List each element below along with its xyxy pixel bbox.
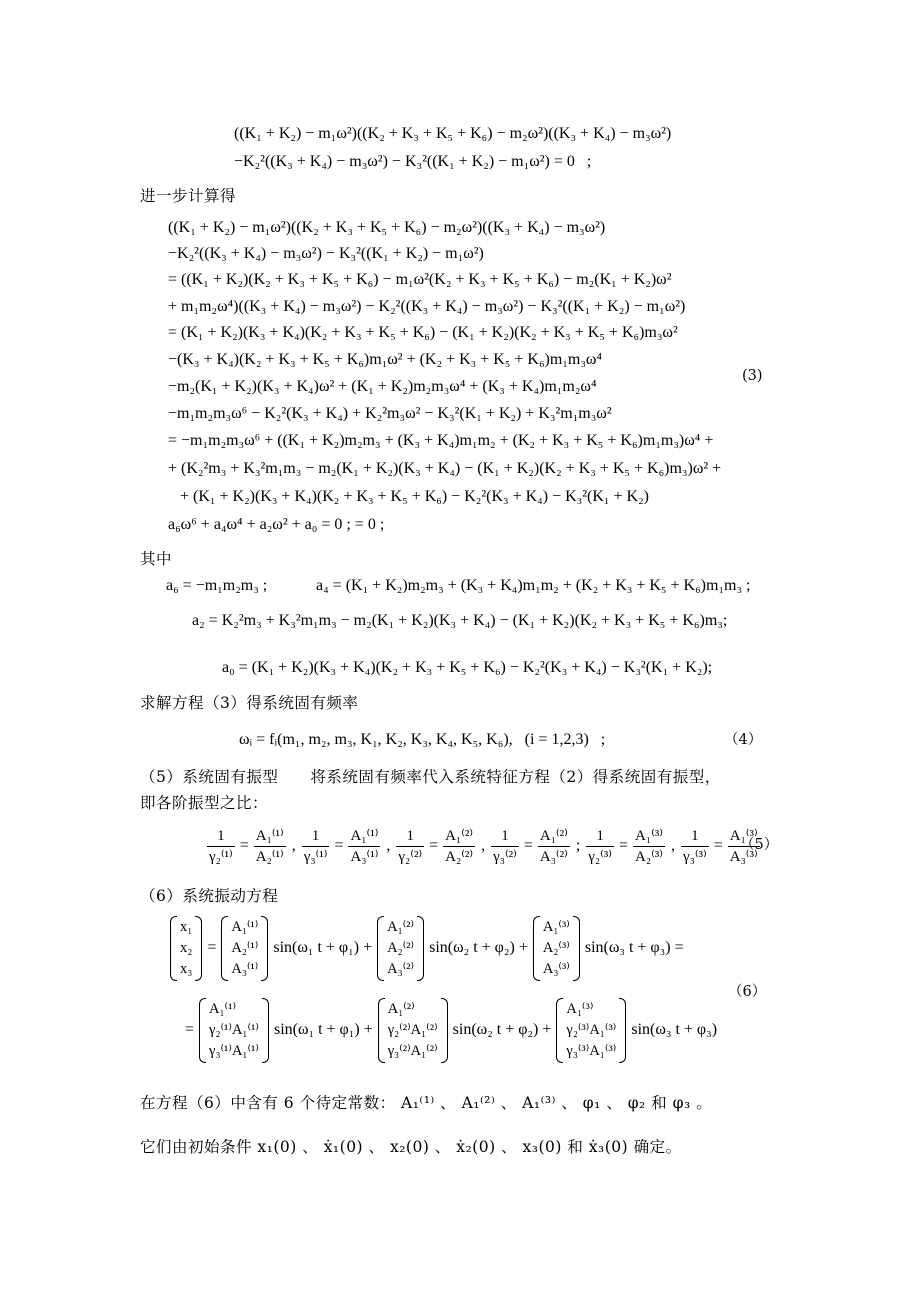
equals-sign: = [207, 939, 217, 956]
eq3-line: −K₂²((K₃ + K₄) − m₃ω²) − K₃²((K₁ + K₂) − m₁ω²) [168, 245, 484, 262]
vector-entries [230, 916, 259, 981]
text-constants: 在方程（6）中含有 6 个待定常数： A₁⁽¹⁾ 、 A₁⁽²⁾ 、 A₁⁽³⁾ 、 φ₁ 、 φ₂ 和 φ₃ 。 [140, 1094, 713, 1112]
eq3-line: −m₂(K₁ + K₂)(K₃ + K₄)ω² + (K₁ + K₂)m₂m₃ω⁴ + (K₃ + K₄)m₁m₂ω⁴ [168, 378, 597, 395]
vector-entries [542, 916, 571, 981]
fraction [586, 826, 614, 867]
fraction [443, 826, 475, 867]
coefficient-a2: a₂ = K₂²m₃ + K₃²m₁m₃ − m₂(K₁ + K₂)(K₃ + K₄) − (K₁ + K₂)(K₂ + K₃ + K₅ + K₆)m₃; [192, 612, 728, 629]
eq3-line: = −m₁m₂m₃ω⁶ + ((K₁ + K₂)m₂m₃ + (K₃ + K₄)m₁m₂ + (K₂ + K₃ + K₅ + K₆)m₁m₃)ω⁴ + [168, 432, 714, 449]
vector-entry: A₁⁽³⁾ [542, 918, 570, 935]
fraction [681, 826, 709, 867]
vector-entries [387, 998, 439, 1063]
vector-entry: x₁ [180, 918, 193, 935]
equals-sign: = [429, 837, 439, 854]
fraction-denominator: A₃⁽²⁾ [539, 848, 568, 865]
fraction-denominator: γ₂⁽²⁾ [398, 848, 423, 865]
text-further-calculation: 进一步计算得 [140, 187, 237, 205]
sine-term: sin(ω₁ t + φ₁) + [273, 1021, 373, 1038]
separator: ; [575, 837, 581, 854]
fraction-numerator: A₁⁽¹⁾ [350, 827, 379, 844]
equation-number-6: （6） [728, 984, 767, 1000]
right-brace [262, 998, 269, 1063]
vector-entry: γ₂⁽²⁾A₁⁽²⁾ [387, 1021, 438, 1038]
sine-term: sin(ω₂ t + φ₂) + [429, 939, 528, 956]
fraction [396, 826, 424, 867]
eq3-line: a₆ω⁶ + a₄ω⁴ + a₂ω² + a₀ = 0 ; = 0 ; [168, 516, 385, 533]
fraction-denominator: γ₂⁽¹⁾ [209, 848, 233, 865]
amplitude-vector [533, 916, 580, 981]
left-brace [378, 998, 385, 1063]
separator: , [670, 837, 675, 854]
fraction-numerator: A₁⁽³⁾ [729, 827, 758, 844]
vector-entry: A₁⁽³⁾ [566, 1000, 594, 1017]
separator: , [291, 837, 296, 854]
eq3-line: = ((K₁ + K₂)(K₂ + K₃ + K₅ + K₆) − m₁ω²(K₂ + K₃ + K₅ + K₆) − m₂(K₁ + K₂)ω² [168, 271, 672, 288]
text-solve: 求解方程（3）得系统固有频率 [140, 694, 359, 712]
fraction-denominator: γ₃⁽³⁾ [682, 848, 707, 865]
fraction-numerator: 1 [501, 827, 509, 844]
left-brace [221, 916, 228, 981]
fraction [633, 826, 665, 867]
left-brace [533, 916, 540, 981]
left-brace [556, 998, 563, 1063]
vector-entry: A₁⁽¹⁾ [231, 918, 259, 935]
vector-entry: γ₂⁽¹⁾A₁⁽¹⁾ [209, 1021, 259, 1038]
fraction [302, 826, 330, 867]
sine-term: sin(ω₃ t + φ₃) = [584, 939, 684, 956]
vector-entry: A₁⁽²⁾ [387, 1000, 415, 1017]
fraction-denominator: γ₃⁽¹⁾ [303, 848, 328, 865]
right-brace [573, 916, 580, 981]
eq3-line: −(K₃ + K₄)(K₂ + K₃ + K₅ + K₆)m₁ω² + (K₂ + K₃ + K₅ + K₆)m₁m₃ω⁴ [168, 351, 603, 368]
vector-entry: A₂⁽¹⁾ [231, 939, 259, 956]
vector-entry: A₂⁽³⁾ [542, 939, 570, 956]
eq3-line: = (K₁ + K₂)(K₃ + K₄)(K₂ + K₃ + K₅ + K₆) − (K₁ + K₂)(K₂ + K₃ + K₅ + K₆)m₃ω² [168, 324, 678, 341]
mode-shape-vector [378, 998, 448, 1063]
vector-entry: γ₃⁽³⁾A₁⁽³⁾ [566, 1042, 617, 1059]
equation-5 [204, 820, 763, 872]
vector-entry: γ₃⁽¹⁾A₁⁽¹⁾ [209, 1042, 259, 1059]
intro-equation-line-1: ((K₁ + K₂) − m₁ω²)((K₂ + K₃ + K₅ + K₆) − m₂ω²)((K₃ + K₄) − m₃ω²) [234, 125, 672, 142]
fraction [207, 826, 235, 867]
amplitude-vector [221, 916, 268, 981]
fraction-numerator: 1 [596, 827, 604, 844]
sine-term: sin(ω₁ t + φ₁) + [273, 939, 373, 956]
equation-number-4: （4） [724, 732, 763, 748]
equation-number-3: (3) [742, 368, 763, 384]
vector-entries [208, 998, 260, 1063]
eq3-line: ((K₁ + K₂) − m₁ω²)((K₂ + K₃ + K₅ + K₆) − m₂ω²)((K₃ + K₄) − m₃ω²) [168, 219, 606, 236]
equation-6-row-2 [182, 994, 720, 1066]
equation-4: ωᵢ = fᵢ(m₁, m₂, m₃, K₁, K₂, K₃, K₄, K₅, K₆), (i = 1,2,3) ; [239, 731, 606, 748]
fraction-denominator: A₃⁽¹⁾ [350, 848, 379, 865]
mode-shape-vector [556, 998, 626, 1063]
vector-entry: x₂ [180, 939, 193, 956]
equals-sign: = [239, 837, 249, 854]
right-brace [195, 916, 202, 981]
equals-sign: = [185, 1021, 195, 1038]
text-mode-shape-line-1: （5）系统固有振型 将系统固有频率代入系统特征方程（2）得系统固有振型， [140, 768, 721, 786]
fraction-numerator: A₁⁽²⁾ [445, 827, 474, 844]
fraction-denominator: A₃⁽³⁾ [729, 848, 758, 865]
vector-entry: A₂⁽²⁾ [387, 939, 415, 956]
equals-sign: = [334, 837, 344, 854]
equals-sign: = [619, 837, 629, 854]
separator: , [386, 837, 391, 854]
fraction-numerator: A₁⁽²⁾ [539, 827, 568, 844]
fraction-numerator: A₁⁽³⁾ [635, 827, 663, 844]
left-brace [199, 998, 206, 1063]
text-mode-shape-line-2: 即各阶振型之比： [140, 794, 269, 812]
fraction-denominator: A₂⁽³⁾ [635, 848, 663, 865]
vector-entries [565, 998, 617, 1063]
fraction [491, 826, 519, 867]
eq3-line: + (K₁ + K₂)(K₃ + K₄)(K₂ + K₃ + K₅ + K₆) − K₂²(K₃ + K₄) − K₃²(K₁ + K₂) [180, 488, 649, 505]
vector-entries [386, 916, 415, 981]
intro-equation-line-2: −K₂²((K₃ + K₄) − m₃ω²) − K₃²((K₁ + K₂) − m₁ω²) = 0 ; [234, 153, 592, 170]
vector-entry: A₁⁽²⁾ [387, 918, 415, 935]
mode-shape-vector [199, 998, 269, 1063]
right-brace [441, 998, 448, 1063]
sine-term: sin(ω₃ t + φ₃) [631, 1021, 718, 1038]
fraction [348, 826, 380, 867]
fraction-numerator: 1 [691, 827, 699, 844]
fraction [538, 826, 570, 867]
fraction-denominator: γ₃⁽²⁾ [493, 848, 517, 865]
fraction [254, 826, 286, 867]
left-brace [377, 916, 384, 981]
left-brace [170, 916, 177, 981]
eq3-line: + m₁m₂ω⁴)((K₃ + K₄) − m₃ω²) − K₂²((K₃ + K₄) − m₃ω²) − K₃²((K₁ + K₂) − m₁ω²) [168, 298, 686, 315]
equation-6-row-1 [168, 912, 687, 984]
vector-entry: x₃ [180, 960, 193, 977]
fraction-denominator: A₂⁽²⁾ [445, 848, 474, 865]
coefficient-a6: a₆ = −m₁m₂m₃ ; [166, 577, 268, 594]
vector-entry: γ₂⁽³⁾A₁⁽³⁾ [566, 1021, 617, 1038]
fraction-numerator: 1 [406, 827, 415, 844]
coefficient-a4: a₄ = (K₁ + K₂)m₂m₃ + (K₃ + K₄)m₁m₂ + (K₂ + K₃ + K₅ + K₆)m₁m₃ ; [316, 577, 751, 594]
vector-entry: γ₃⁽²⁾A₁⁽²⁾ [387, 1042, 438, 1059]
fraction-numerator: 1 [311, 827, 320, 844]
eq3-line: + (K₂²m₃ + K₃²m₁m₃ − m₂(K₁ + K₂)(K₃ + K₄) − (K₁ + K₂)(K₂ + K₃ + K₅ + K₆)m₃)ω² + [168, 460, 722, 477]
equation-number-5: （5） [740, 837, 779, 853]
vector-entry: A₃⁽²⁾ [387, 960, 415, 977]
vector-entries [179, 916, 193, 981]
fraction-numerator: A₁⁽¹⁾ [255, 827, 284, 844]
right-brace [417, 916, 424, 981]
amplitude-vector [377, 916, 424, 981]
text-vibration-equation: （6）系统振动方程 [140, 887, 279, 905]
text-initial-conditions: 它们由初始条件 x₁(0) 、 ẋ₁(0) 、 x₂(0) 、 ẋ₂(0) 、 x₃(0) 和 ẋ₃(0) 确定。 [140, 1138, 682, 1156]
right-brace [619, 998, 626, 1063]
vector-entry: A₃⁽¹⁾ [231, 960, 259, 977]
eq3-line: −m₁m₂m₃ω⁶ − K₂²(K₃ + K₄) + K₂²m₃ω² − K₃²(K₁ + K₂) + K₃²m₁m₃ω² [168, 405, 612, 422]
fraction-numerator: 1 [217, 827, 225, 844]
vector-entry: A₃⁽³⁾ [542, 960, 570, 977]
equals-sign: = [523, 837, 533, 854]
coefficient-a0: a₀ = (K₁ + K₂)(K₃ + K₄)(K₂ + K₃ + K₅ + K₆) − K₂²(K₃ + K₄) − K₃²(K₁ + K₂); [222, 659, 713, 676]
vector-entry: A₁⁽¹⁾ [209, 1000, 237, 1017]
fraction-denominator: A₂⁽¹⁾ [255, 848, 284, 865]
sine-term: sin(ω₂ t + φ₂) + [452, 1021, 552, 1038]
text-where: 其中 [140, 550, 173, 568]
equals-sign: = [713, 837, 723, 854]
fraction-denominator: γ₂⁽³⁾ [588, 848, 612, 865]
separator: , [481, 837, 486, 854]
displacement-vector [170, 916, 202, 981]
right-brace [261, 916, 268, 981]
